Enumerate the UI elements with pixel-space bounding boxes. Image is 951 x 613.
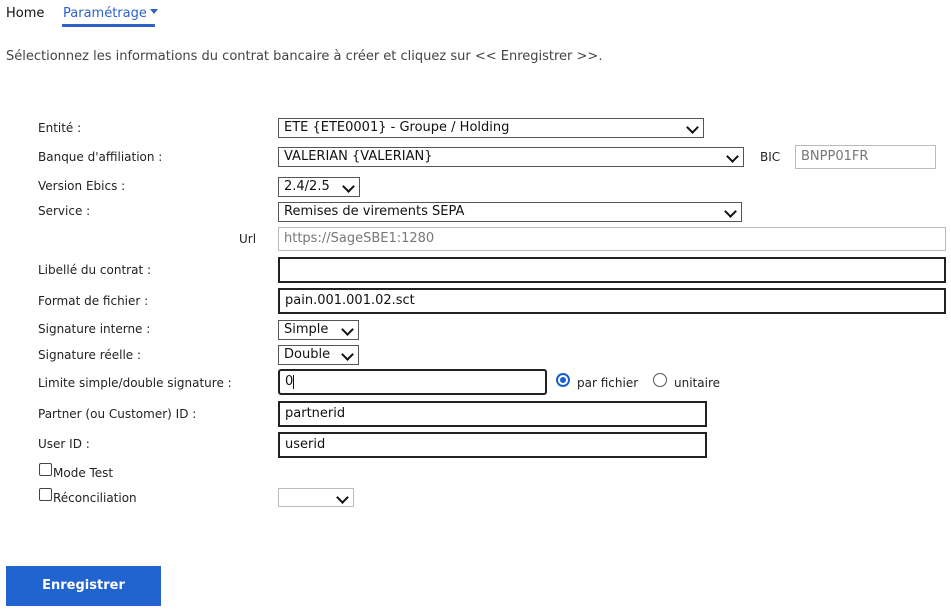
internal-signature-select[interactable] [278,320,359,340]
file-format-input[interactable] [278,288,946,314]
chevron-down-icon [341,348,354,361]
reconciliation-checkbox[interactable] [39,488,52,501]
ebics-version-value: 2.4/2.5 [284,179,330,194]
test-mode-checkbox[interactable] [39,463,52,476]
chevron-down-icon [686,121,699,134]
nav-home-label: Home [6,6,45,21]
bic-field-value: BNPP01FR [801,149,869,164]
chevron-down-icon [726,150,739,163]
entity-select[interactable] [278,118,704,138]
reconciliation-label: Réconciliation [53,491,137,505]
nav-settings-dropdown[interactable] [63,6,158,21]
intro-text: Sélectionnez les informations du contrat bancaire à créer et cliquez sur << Enregistrer >>. [6,49,603,64]
signature-limit-value: 0 [285,374,294,389]
per-file-radio[interactable] [556,373,570,387]
nav-active-underline [62,24,155,27]
url-label: Url [239,232,257,246]
bank-select-value: VALERIAN {VALERIAN} [284,149,433,164]
nav-settings-label: Paramétrage [63,6,147,21]
chevron-down-icon [724,205,737,218]
chevron-down-icon [336,491,349,504]
ebics-version-label: Version Ebics : [38,179,126,193]
partner-id-input[interactable] [278,401,707,427]
entity-select-value: ETE {ETE0001} - Groupe / Holding [284,120,510,135]
real-signature-value: Double [284,347,331,362]
unit-label: unitaire [674,376,720,390]
url-field[interactable] [278,227,946,251]
file-format-input-value: pain.001.001.02.sct [285,293,415,308]
partner-id-label: Partner (ou Customer) ID : [38,407,197,421]
signature-limit-input[interactable] [278,369,547,395]
internal-signature-value: Simple [284,322,329,337]
internal-signature-label: Signature interne : [38,322,151,336]
save-button-label: Enregistrer [42,578,125,593]
file-format-label: Format de fichier : [38,294,149,308]
ebics-version-select[interactable] [278,177,360,197]
partner-id-value: partnerid [285,406,346,421]
reconciliation-select[interactable] [278,488,354,507]
chevron-down-icon [342,180,355,193]
bic-label: BIC [760,150,781,164]
caret-down-icon [150,9,158,14]
real-signature-label: Signature réelle : [38,348,142,362]
signature-limit-label: Limite simple/double signature : [38,376,232,390]
save-button[interactable] [6,566,161,606]
real-signature-select[interactable] [278,345,359,365]
bank-label: Banque d'affiliation : [38,150,163,164]
user-id-value: userid [285,437,326,452]
contract-input[interactable] [278,257,946,283]
test-mode-label: Mode Test [53,466,114,480]
url-field-value: https://SageSBE1:1280 [284,231,435,246]
per-file-label: par fichier [577,376,639,390]
service-select-value: Remises de virements SEPA [284,204,465,219]
contract-label: Libellé du contrat : [38,263,152,277]
entity-label: Entité : [38,121,82,135]
bic-field[interactable] [795,145,936,169]
service-select[interactable] [278,202,742,222]
user-id-input[interactable] [278,432,707,458]
user-id-label: User ID : [38,437,90,451]
unit-radio[interactable] [653,373,667,387]
bank-select[interactable] [278,147,744,167]
chevron-down-icon [341,323,354,336]
nav-home[interactable] [6,6,44,21]
service-label: Service : [38,204,91,218]
